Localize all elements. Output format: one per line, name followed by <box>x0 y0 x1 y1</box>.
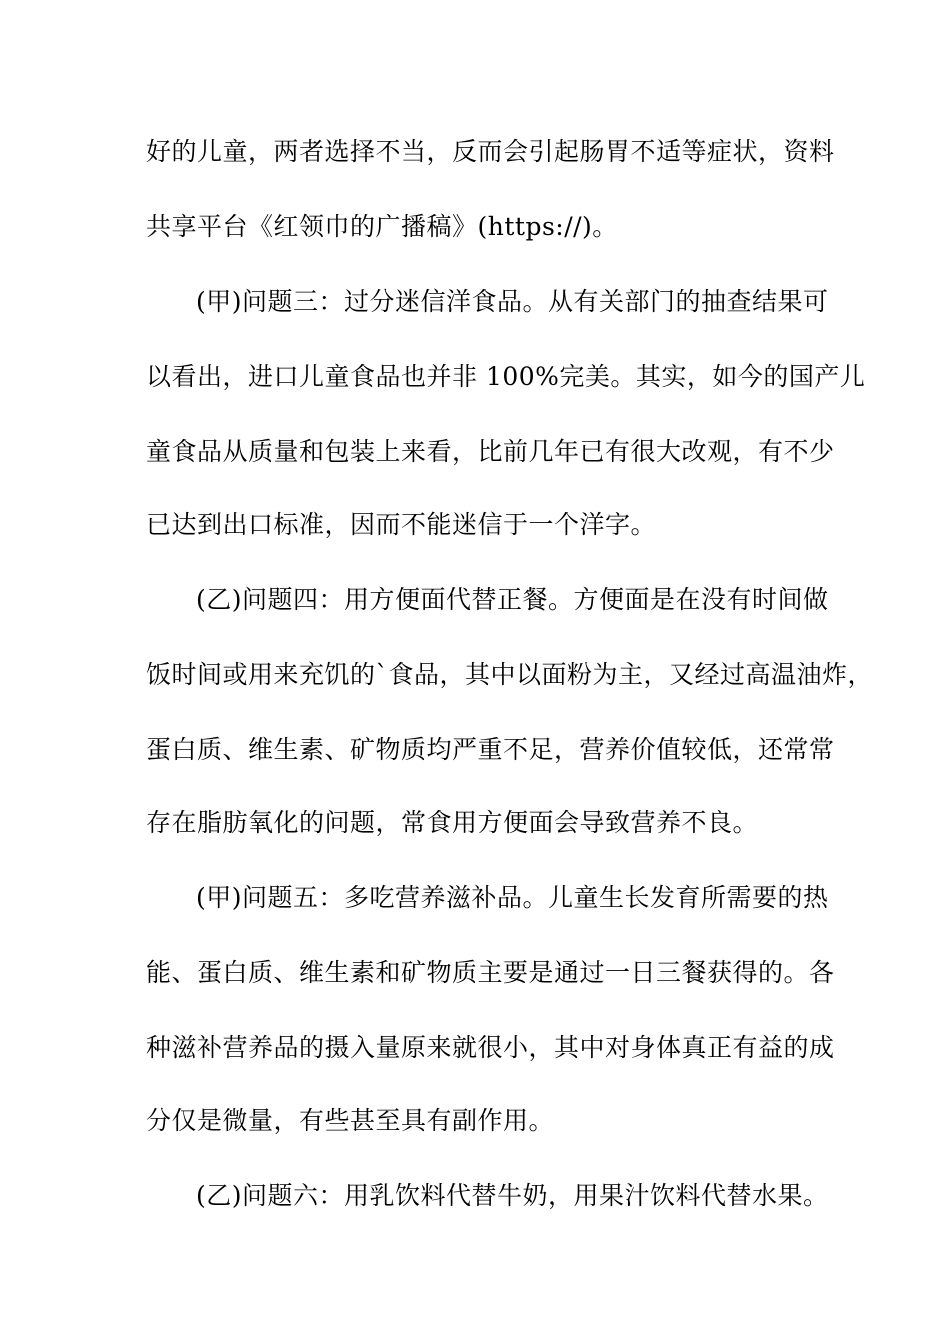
text-line: 童食品从质量和包装上来看，比前几年已有很大改观，有不少 <box>146 437 835 466</box>
text-line: 种滋补营养品的摄入量原来就很小，其中对身体真正有益的成 <box>146 1033 835 1062</box>
text-line: 好的儿童，两者选择不当，反而会引起肠胃不适等症状，资料 <box>146 137 835 166</box>
text-line: 已达到出口标准，因而不能迷信于一个洋字。 <box>146 510 657 539</box>
text-line: 存在脂肪氧化的问题，常食用方便面会导致营养不良。 <box>146 808 759 837</box>
paragraph-start-line: (乙)问题四：用方便面代替正餐。方便面是在没有时间做 <box>196 585 829 614</box>
text-line: 共享平台《红领巾的广播稿》(https://)。 <box>146 212 618 241</box>
text-line: 饭时间或用来充饥的`食品，其中以面粉为主，又经过高温油炸， <box>146 660 874 689</box>
text-line: 分仅是微量，有些甚至具有副作用。 <box>146 1106 555 1135</box>
text-line: 以看出，进口儿童食品也并非 100%完美。其实，如今的国产儿 <box>146 362 866 391</box>
text-line: 能、蛋白质、维生素和矿物质主要是通过一日三餐获得的。各 <box>146 958 835 987</box>
paragraph-start-line: (甲)问题三：过分迷信洋食品。从有关部门的抽查结果可 <box>196 287 829 316</box>
text-line: 蛋白质、维生素、矿物质均严重不足，营养价值较低，还常常 <box>146 735 835 764</box>
paragraph-start-line: (甲)问题五：多吃营养滋补品。儿童生长发育所需要的热 <box>196 883 829 912</box>
paragraph-start-line: (乙)问题六：用乳饮料代替牛奶，用果汁饮料代替水果。 <box>196 1181 829 1210</box>
